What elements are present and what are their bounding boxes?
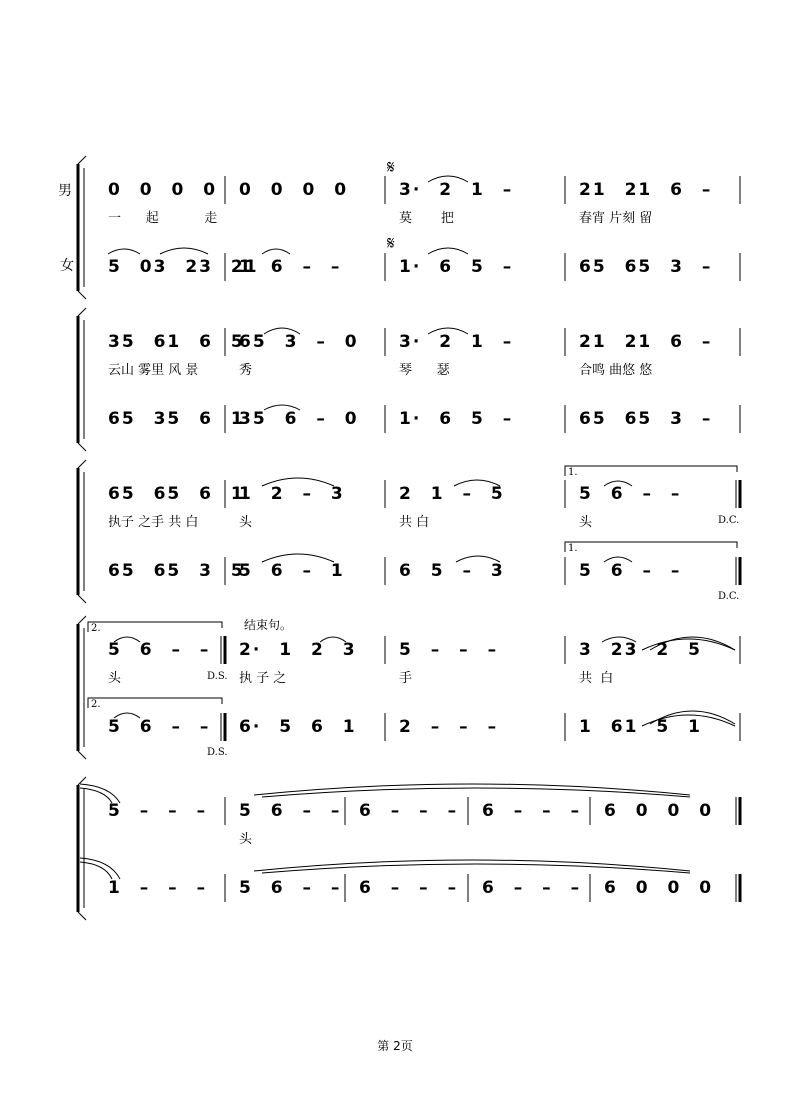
notes-s1-lower-m4: 65 65 3 – xyxy=(579,257,713,277)
volta-1-upper xyxy=(565,466,737,476)
lyrics-s2-m3: 琴 瑟 xyxy=(399,363,450,378)
notes-s2-upper-m3: 3· 2 1 – xyxy=(399,332,514,352)
bracket-hook xyxy=(78,443,86,451)
ds-marking-upper: D.S. xyxy=(207,671,228,682)
lyrics-s1-m3: 莫 把 xyxy=(399,211,454,226)
slur-end xyxy=(80,858,120,879)
notes-s4-lower-m3: 2 – – – xyxy=(399,717,499,737)
notes-s5-upper-m5: 6 0 0 0 xyxy=(604,801,714,821)
coda-phrase-label: 结束句。 xyxy=(244,618,293,632)
ds-marking-lower: D.S. xyxy=(207,747,228,758)
notes-s3-upper-m1: 65 65 6 1 xyxy=(108,484,245,504)
lyrics-s3-m3: 共 白 xyxy=(399,515,430,530)
notes-s3-lower-m3: 6 5 – 3 xyxy=(399,561,505,581)
lyrics-s2-m2: 秀 xyxy=(239,363,253,378)
ending-2-label-s4-lower: 2. xyxy=(91,699,101,710)
notes-s2-lower-m4: 65 65 3 – xyxy=(579,409,713,429)
tie-long xyxy=(254,784,690,795)
notes-s5-lower-m3: 6 – – – xyxy=(359,878,459,898)
volta-2-lower xyxy=(88,698,222,708)
segno-sign-upper: 𝄋 xyxy=(387,157,395,178)
volta-2-upper xyxy=(88,622,222,632)
notes-s2-upper-m4: 21 21 6 – xyxy=(579,332,713,352)
notes-s1-upper-m2: 0 0 0 0 xyxy=(239,180,349,200)
lyrics-s1-m4: 春宵 片刻 留 xyxy=(579,211,653,226)
notes-s2-upper-m1: 35 61 6 5 xyxy=(108,332,245,352)
notes-s3-upper-m3: 2 1 – 5 xyxy=(399,484,505,504)
slur-end xyxy=(80,862,112,879)
male-voice-label: 男 xyxy=(58,183,72,199)
notes-s4-upper-m3: 5 – – – xyxy=(399,640,499,660)
lyrics-s2-m1: 云山 雾里 风 景 xyxy=(108,363,199,378)
notes-s2-lower-m1: 65 35 6 1 xyxy=(108,409,245,429)
ending-1-label-s3-upper: 1. xyxy=(568,467,578,478)
lyrics-s4-m1: 头 xyxy=(108,671,122,686)
notes-s1-upper-m4: 21 21 6 – xyxy=(579,180,713,200)
notes-s4-upper-m2: 2· 1 2 3 xyxy=(239,640,357,660)
notes-s3-upper-m4: 5 6 – – xyxy=(579,484,682,504)
bracket-hook xyxy=(78,156,86,164)
dc-marking-lower: D.C. xyxy=(718,591,740,602)
bracket-hook xyxy=(78,308,86,316)
notes-s4-upper-m4: 3 23 2 5 xyxy=(579,640,702,660)
notes-s3-lower-m4: 5 6 – – xyxy=(579,561,682,581)
notes-s2-lower-m2: 35 6 – 0 xyxy=(239,409,359,429)
notes-s5-lower-m4: 6 – – – xyxy=(482,878,582,898)
female-voice-label: 女 xyxy=(60,258,74,274)
notes-s3-lower-m2: 5 6 – 1 xyxy=(239,561,345,581)
notes-s4-lower-m4: 1 61 5 1 xyxy=(579,717,702,737)
notes-s4-upper-m1: 5 6 – – xyxy=(108,640,211,660)
slur xyxy=(428,248,468,254)
notes-s4-lower-m1: 5 6 – – xyxy=(108,717,211,737)
lyrics-s3-m1: 执子 之手 共 白 xyxy=(108,515,199,530)
notes-s1-lower-m2: 1 6 – – xyxy=(239,257,342,277)
bracket-hook xyxy=(78,912,86,920)
notes-s5-upper-m4: 6 – – – xyxy=(482,801,582,821)
notes-s5-upper-m1: 5 – – – xyxy=(108,801,208,821)
bracket-hook xyxy=(78,291,86,299)
lyrics-s3-m2: 头 xyxy=(239,515,253,530)
notes-s5-lower-m1: 1 – – – xyxy=(108,878,208,898)
notes-s4-lower-m2: 6· 5 6 1 xyxy=(239,717,357,737)
bracket-hook xyxy=(78,460,86,468)
notes-s2-lower-m3: 1· 6 5 – xyxy=(399,409,514,429)
ending-2-label-s4-upper: 2. xyxy=(91,623,101,634)
notes-s5-lower-m5: 6 0 0 0 xyxy=(604,878,714,898)
bracket-hook xyxy=(78,616,86,624)
lyrics-s4-m2: 执 子 之 xyxy=(239,671,287,686)
bracket-hook xyxy=(78,751,86,759)
lyrics-s1-m1: 一 起 走 xyxy=(108,211,218,226)
notes-s5-upper-m3: 6 – – – xyxy=(359,801,459,821)
volta-1-lower xyxy=(565,542,737,552)
segno-sign-lower: 𝄋 xyxy=(387,233,395,254)
dc-marking-upper: D.C. xyxy=(718,515,740,526)
slur xyxy=(108,249,140,254)
ending-1-label-s3-lower: 1. xyxy=(568,543,578,554)
notes-s1-lower-m1: 5 03 23 21 xyxy=(108,257,259,277)
notes-s3-upper-m2: 1 2 – 3 xyxy=(239,484,345,504)
slur xyxy=(262,249,290,254)
lyrics-s4-m4: 共 白 xyxy=(579,671,614,686)
page-number: 第 2页 xyxy=(377,1039,413,1053)
lyrics-s3-m4: 头 xyxy=(579,515,593,530)
notes-s2-upper-m2: 65 3 – 0 xyxy=(239,332,359,352)
bracket-hook xyxy=(78,595,86,603)
lyrics-s4-m3: 手 xyxy=(399,671,413,686)
tie-long xyxy=(254,860,690,871)
notes-s1-upper-m1: 0 0 0 0 xyxy=(108,180,218,200)
notes-s5-lower-m2: 5 6 – – xyxy=(239,878,342,898)
lyrics-s5-m2: 头 xyxy=(239,832,253,847)
notes-s3-lower-m1: 65 65 3 5 xyxy=(108,561,245,581)
notes-s1-upper-m3: 3· 2 1 – xyxy=(399,180,514,200)
slur xyxy=(160,248,208,254)
lyrics-s2-m4: 合鸣 曲悠 悠 xyxy=(579,363,653,378)
notes-s1-lower-m3: 1· 6 5 – xyxy=(399,257,514,277)
notes-s5-upper-m2: 5 6 – – xyxy=(239,801,342,821)
